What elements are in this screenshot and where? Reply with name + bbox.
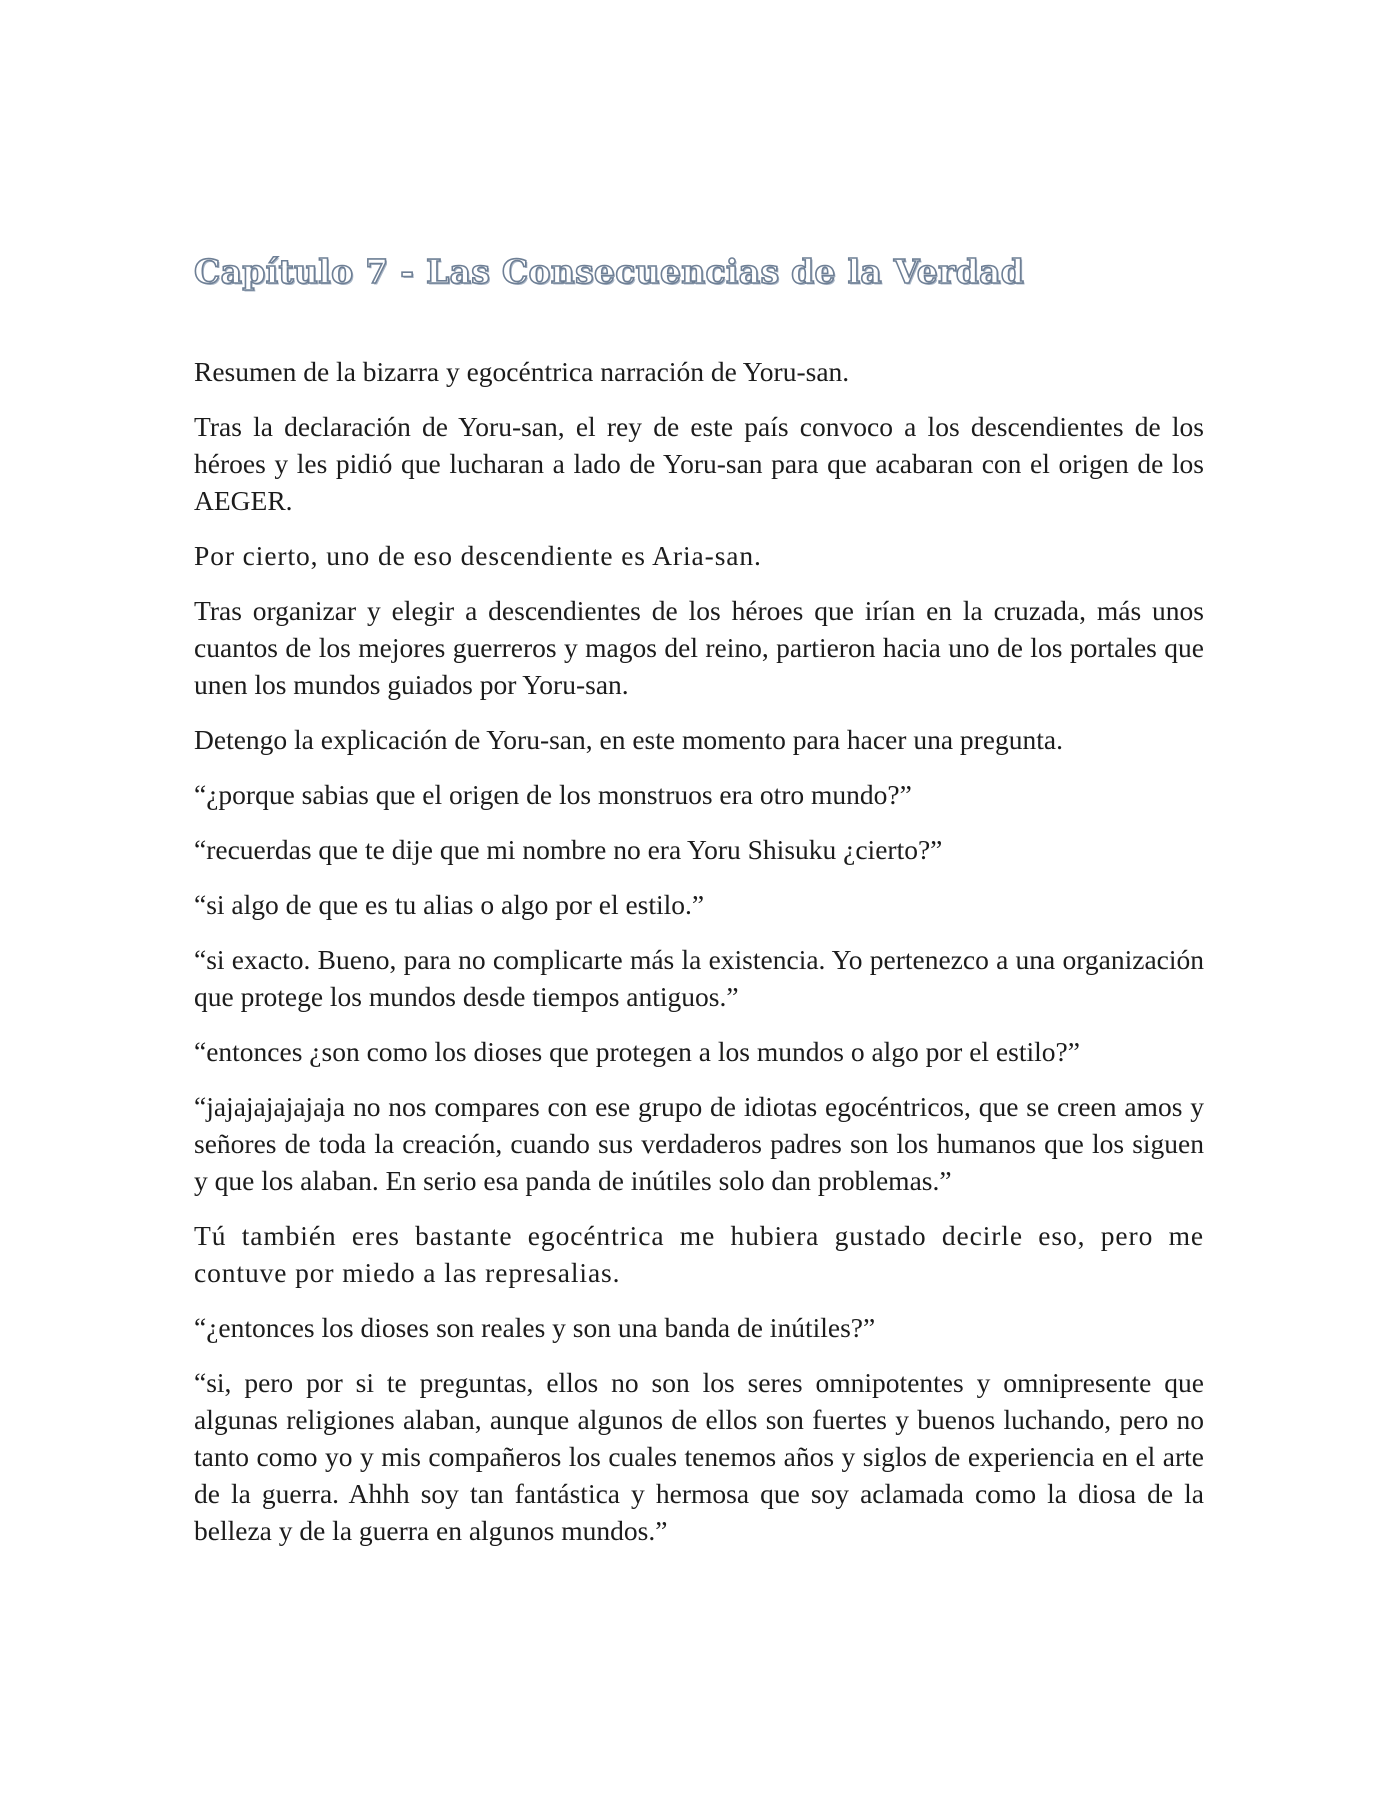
chapter-body (194, 353, 1204, 1567)
paragraph: “recuerdas que te dije que mi nombre no era Yoru Shisuku ¿cierto?” (194, 834, 943, 865)
paragraph: “¿porque sabias que el origen de los monstruos era otro mundo?” (194, 779, 912, 810)
paragraph: “¿entonces los dioses son reales y son una banda de inútiles?” (194, 1312, 876, 1343)
paragraph: Resumen de la bizarra y egocéntrica narración de Yoru-san. (194, 356, 850, 387)
paragraph: Tras la declaración de Yoru-san, el rey de este país convoco a los descendientes de los héroes y les pidió que lucharan a lado de Yoru-san para que acabaran con el origen de los AEGER. (194, 411, 1204, 516)
paragraph: “si exacto. Bueno, para no complicarte más la existencia. Yo pertenezco a una organización que protege los mundos desde tiempos antiguos.” (194, 944, 1204, 1012)
paragraph: Tú también eres bastante egocéntrica me hubiera gustado decirle eso, pero me contuve por miedo a las represalias. (194, 1220, 1204, 1288)
paragraph: Tras organizar y elegir a descendientes de los héroes que irían en la cruzada, más unos cuantos de los mejores guerreros y magos del reino, partieron hacia uno de los portales que unen los mundos guiados por Yoru-san. (194, 595, 1204, 700)
paragraph: “si, pero por si te preguntas, ellos no son los seres omnipotentes y omnipresente que algunas religiones alaban, aunque algunos de ellos son fuertes y buenos luchando, pero no tanto como yo y mis compañeros los cuales tenemos años y siglos de experiencia en el arte de la guerra. Ahhh soy tan fantástica y hermosa que soy aclamada como la diosa de la belleza y de la guerra en algunos mundos.” (194, 1367, 1204, 1546)
paragraph: “si algo de que es tu alias o algo por el estilo.” (194, 889, 705, 920)
chapter-title: Capítulo 7 - Las Consecuencias de la Verdad (194, 252, 1025, 291)
paragraph: Por cierto, uno de eso descendiente es Aria-san. (194, 540, 762, 571)
paragraph: Detengo la explicación de Yoru-san, en este momento para hacer una pregunta. (194, 724, 1063, 755)
paragraph: “entonces ¿son como los dioses que protegen a los mundos o algo por el estilo?” (194, 1036, 1080, 1067)
paragraph: “jajajajajajaja no nos compares con ese grupo de idiotas egocéntricos, que se creen amos y señores de toda la creación, cuando sus verdaderos padres son los humanos que los siguen y que los alaban. En serio esa panda de inútiles solo dan problemas.” (194, 1091, 1204, 1196)
